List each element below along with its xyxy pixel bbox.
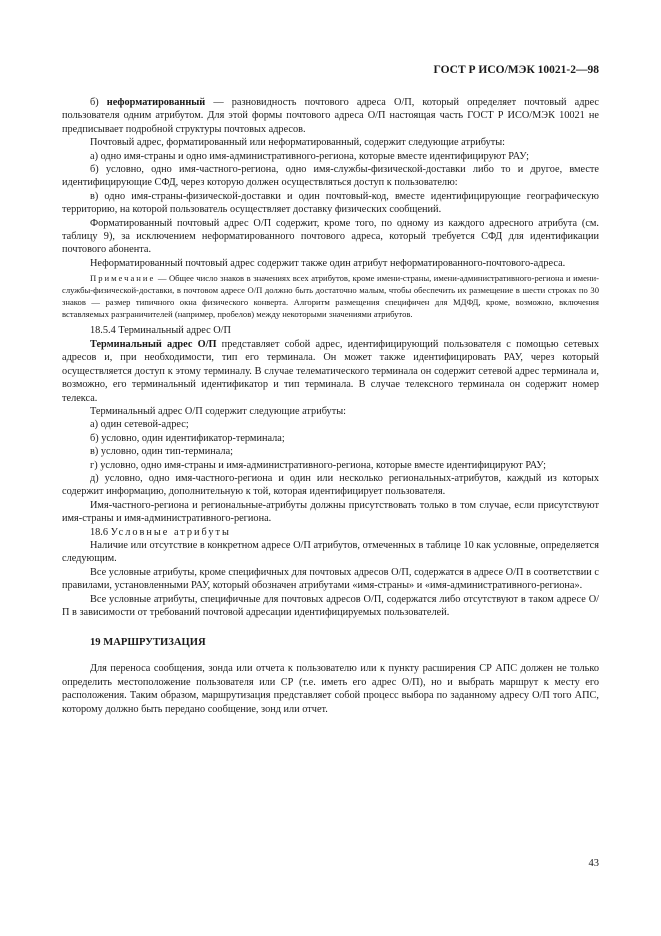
paragraph: Имя-частного-региона и региональные-атрибуты должны присутствовать только в том случае, если присутствуют имя-страны и имя-административного-региона. bbox=[62, 499, 599, 525]
paragraph: Все условные атрибуты, кроме специфичных для почтовых адресов О/П, содержатся в адресе О/П в соответствии с правилами, установленными РАУ, который обозначен атрибутами «имя-страны» и «имя-административного-региона». bbox=[62, 566, 599, 592]
paragraph: а) одно имя-страны и одно имя-административного-региона, которые вместе идентифицируют РАУ; bbox=[90, 150, 530, 162]
paragraph: б) условно, одно имя-частного-региона, одно имя-службы-физической-доставки либо то и другое, вместе идентифицирующие СФД, через которую должен осуществляться доступ к пользователю: bbox=[62, 164, 599, 189]
paragraph: б) неформатированный — разновидность почтового адреса О/П, который определяет почтовый адрес пользователя одним атрибутом. Для этой формы почтового адреса О/П настоящая часть ГОСТ Р ИСО/МЭК 10021 не предписывает подробной структуры почтовых адресов. bbox=[62, 97, 599, 135]
note-label: Примечание bbox=[90, 273, 156, 284]
list-item: в) условно, один тип-терминала; bbox=[90, 446, 234, 458]
page-number: 43 bbox=[588, 858, 599, 869]
document-header: ГОСТ Р ИСО/МЭК 10021-2—98 bbox=[433, 64, 599, 76]
list-item: б) условно, один идентификатор-терминала; bbox=[90, 432, 285, 444]
section-heading: 18.6 Условные атрибуты bbox=[90, 526, 231, 538]
paragraph: Для переноса сообщения, зонда или отчета к пользователю или к пункту расширения СР АПС должен не только определить местоположение пользователя или СР (т.е. иметь его адрес О/П), но и выбрать маршрут к месту его расположения. Таким образом, маршрутизация представляет собой процесс выбора по заданному адресу О/П того АПС, которому должно быть передано сообщение, зонд или отчет. bbox=[62, 663, 599, 715]
paragraph: Терминальный адрес О/П содержит следующие атрибуты: bbox=[90, 405, 346, 417]
paragraph: в) одно имя-страны-физической-доставки и один почтовый-код, вместе идентифицирующие географическую территорию, на которой пользователь осуществляет доставку физических сообщений. bbox=[62, 190, 599, 216]
note bbox=[62, 273, 599, 320]
section-title: Условные атрибуты bbox=[110, 526, 231, 538]
paragraph: Все условные атрибуты, специфичные для почтовых адресов О/П, содержатся либо отсутствуют в таком адресе О/П в зависимости от требований почтовой адресации идентифицируемых пользователей. bbox=[62, 593, 599, 618]
note-text: — Общее число знаков в значениях всех атрибутов, кроме имени-страны, имени-административного-региона и имени-службы-физической-доставки, в почтовом адресе О/П должно быть достаточно малым, чтобы обеспечить их размещение в шести строках по 30 знаков — размер типичного окна физического конверта. Алгоритм размещения специфичен для МДФД, кроме, возможно, включения вставляемых разграничителей (например, пробелов) между некоторыми значениями атрибутов. bbox=[62, 273, 599, 319]
term: Терминальный адрес О/П bbox=[90, 338, 217, 350]
list-item: д) условно, одно имя-частного-региона и один или несколько региональных-атрибутов, каждый из которых содержит информацию, дополнительную к той, которая идентифицирует пользователя. bbox=[62, 472, 599, 498]
paragraph: Форматированный почтовый адрес О/П содержит, кроме того, по одному из каждого адресного атрибута (см. таблицу 9), за исключением неформатированного почтового адреса, который требуется СФД для идентификации почтового абонента. bbox=[62, 217, 599, 256]
paragraph: Наличие или отсутствие в конкретном адресе О/П атрибутов, отмеченных в таблице 10 как условные, определяется следующим. bbox=[62, 539, 599, 565]
chapter-heading: 19 МАРШРУТИЗАЦИЯ bbox=[90, 637, 206, 649]
list-item: г) условно, одно имя-страны и имя-административного-региона, которые вместе идентифицируют РАУ; bbox=[90, 459, 547, 471]
list-item: а) один сетевой-адрес; bbox=[90, 419, 189, 431]
section-heading: 18.5.4 Терминальный адрес О/П bbox=[90, 325, 231, 337]
paragraph: Почтовый адрес, форматированный или неформатированный, содержит следующие атрибуты: bbox=[90, 137, 506, 149]
page-content bbox=[62, 96, 599, 716]
paragraph: Неформатированный почтовый адрес содержит также один атрибут неформатированного-почтового-адреса. bbox=[90, 257, 566, 269]
paragraph: Терминальный адрес О/П представляет собой адрес, идентифицирующий пользователя с помощью сетевых адресов и, при необходимости, тип его терминала. Он может также идентифицировать РАУ, через который осуществляется доступ к этому терминалу. В случае телематического терминала он содержит сетевой адрес терминала и, возможно, его терминальный идентификатор и тип терминала. В случае телексного терминала он содержит номер телекса. bbox=[62, 338, 599, 404]
term: неформатированный bbox=[106, 97, 206, 108]
